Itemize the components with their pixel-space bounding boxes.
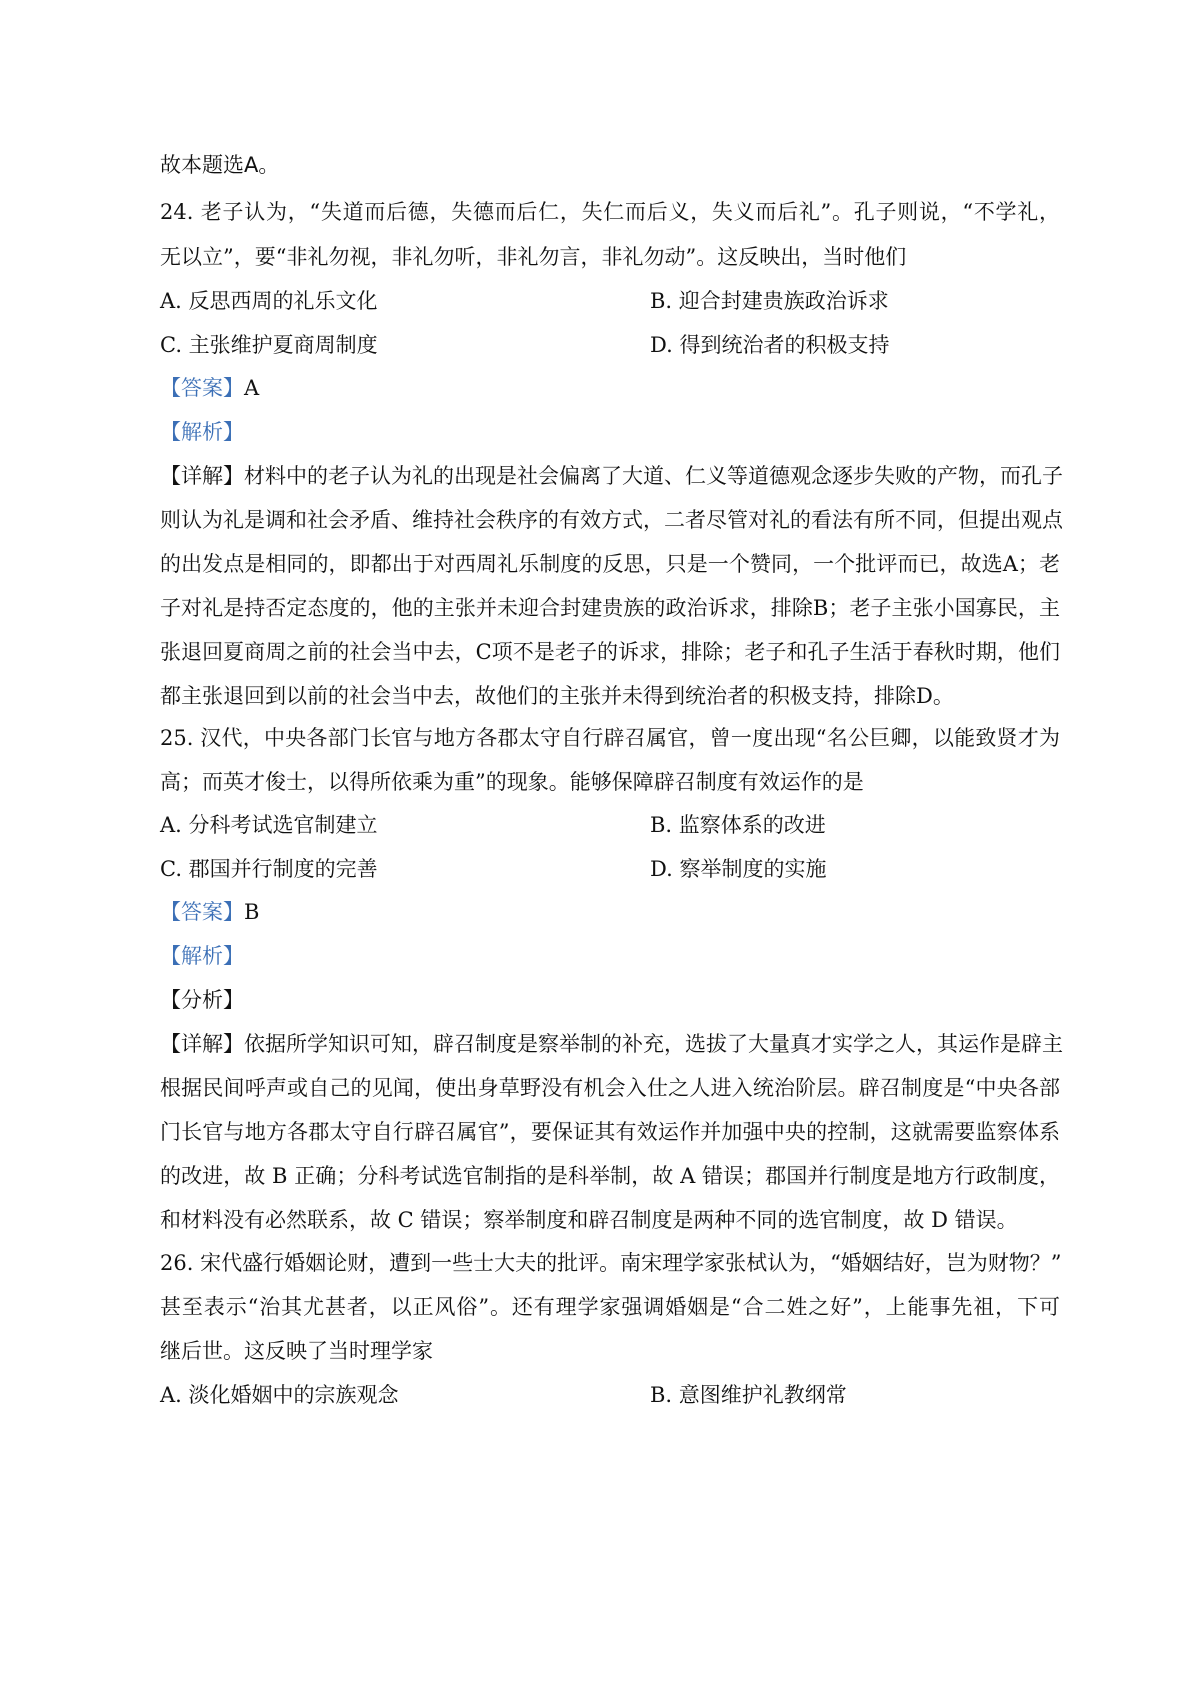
q24-stem-line-2: 无以立”，要“非礼勿视，非礼勿听，非礼勿言，非礼勿动”。这反映出，当时他们: [160, 245, 907, 269]
q25-detail-line-3: 门长官与地方各郡太守自行辟召属官”，要保证其有效运作并加强中央的控制，这就需要监察体系: [160, 1120, 1060, 1144]
q25-answer-row: [160, 897, 259, 927]
q24-detail-line-4: 子对礼是持否定态度的，他的主张并未迎合封建贵族的政治诉求，排除B；老子主张小国寡民，主: [160, 596, 1060, 620]
q25-stem-line-1: 25. 汉代，中央各部门长官与地方各郡太守自行辟召属官，曾一度出现“名公巨卿，以能致贤才为: [160, 726, 1060, 750]
q26-option-b: B. 意图维护礼教纲常: [650, 1383, 847, 1407]
q24-option-c: C. 主张维护夏商周制度: [160, 333, 378, 357]
q24-analysis-tag: 【解析】: [160, 420, 244, 444]
q25-option-b: B. 监察体系的改进: [650, 813, 826, 837]
q25-detail-line-4: 的改进，故 B 正确；分科考试选官制指的是科举制，故 A 错误；郡国并行制度是地方行政制度，: [160, 1164, 1060, 1188]
q24-detail-line-1: 【详解】材料中的老子认为礼的出现是社会偏离了大道、仁义等道德观念逐步失败的产物，而孔子: [160, 464, 1063, 488]
q24-option-b: B. 迎合封建贵族政治诉求: [650, 289, 889, 313]
q24-option-a: A. 反思西周的礼乐文化: [160, 289, 378, 313]
q25-stem-line-2: 高；而英才俊士，以得所依乘为重”的现象。能够保障辟召制度有效运作的是: [160, 770, 864, 794]
q25-detail-line-1: 【详解】依据所学知识可知，辟召制度是察举制的补充，选拔了大量真才实学之人，其运作是辟主: [160, 1032, 1063, 1056]
q26-stem-line-2: 甚至表示“治其尤甚者，以正风俗”。还有理学家强调婚姻是“合二姓之好”，上能事先祖，下可: [160, 1295, 1060, 1319]
q25-answer-tag: 【答案】: [160, 900, 244, 924]
q25-option-c: C. 郡国并行制度的完善: [160, 857, 378, 881]
q25-analysis-tag: 【解析】: [160, 944, 244, 968]
q24-option-d: D. 得到统治者的积极支持: [650, 333, 890, 357]
q26-stem-line-1: 26. 宋代盛行婚姻论财，遭到一些士大夫的批评。南宋理学家张栻认为，“婚姻结好，岂为财物？”: [160, 1251, 1062, 1275]
q25-option-a: A. 分科考试选官制建立: [160, 813, 378, 837]
q25-detail-line-5: 和材料没有必然联系，故 C 错误；察举制度和辟召制度是两种不同的选官制度，故 D 错误。: [160, 1208, 1018, 1232]
previous-conclusion: 故本题选A。: [160, 153, 280, 177]
q24-answer-value: A: [244, 376, 260, 400]
q26-stem-line-3: 继后世。这反映了当时理学家: [160, 1339, 433, 1363]
q24-stem-line-1: 24. 老子认为，“失道而后德，失德而后仁，失仁而后义，失义而后礼”。孔子则说，“不学礼，: [160, 200, 1060, 224]
q24-detail-line-6: 都主张退回到以前的社会当中去，故他们的主张并未得到统治者的积极支持，排除D。: [160, 684, 954, 708]
q25-option-d: D. 察举制度的实施: [650, 857, 827, 881]
q25-fenxi-tag: 【分析】: [160, 988, 244, 1012]
q25-detail-line-2: 根据民间呼声或自己的见闻，使出身草野没有机会入仕之人进入统治阶层。辟召制度是“中央各部: [160, 1076, 1060, 1100]
q24-detail-line-3: 的出发点是相同的，即都出于对西周礼乐制度的反思，只是一个赞同，一个批评而已，故选A；老: [160, 552, 1060, 576]
q24-answer-row: [160, 373, 259, 403]
q26-option-a: A. 淡化婚姻中的宗族观念: [160, 1383, 399, 1407]
q25-answer-value: B: [244, 900, 260, 924]
q24-detail-line-2: 则认为礼是调和社会矛盾、维持社会秩序的有效方式，二者尽管对礼的看法有所不同，但提出观点: [160, 508, 1063, 532]
q24-detail-line-5: 张退回夏商周之前的社会当中去，C项不是老子的诉求，排除；老子和孔子生活于春秋时期，他们: [160, 640, 1060, 664]
q24-answer-tag: 【答案】: [160, 376, 244, 400]
